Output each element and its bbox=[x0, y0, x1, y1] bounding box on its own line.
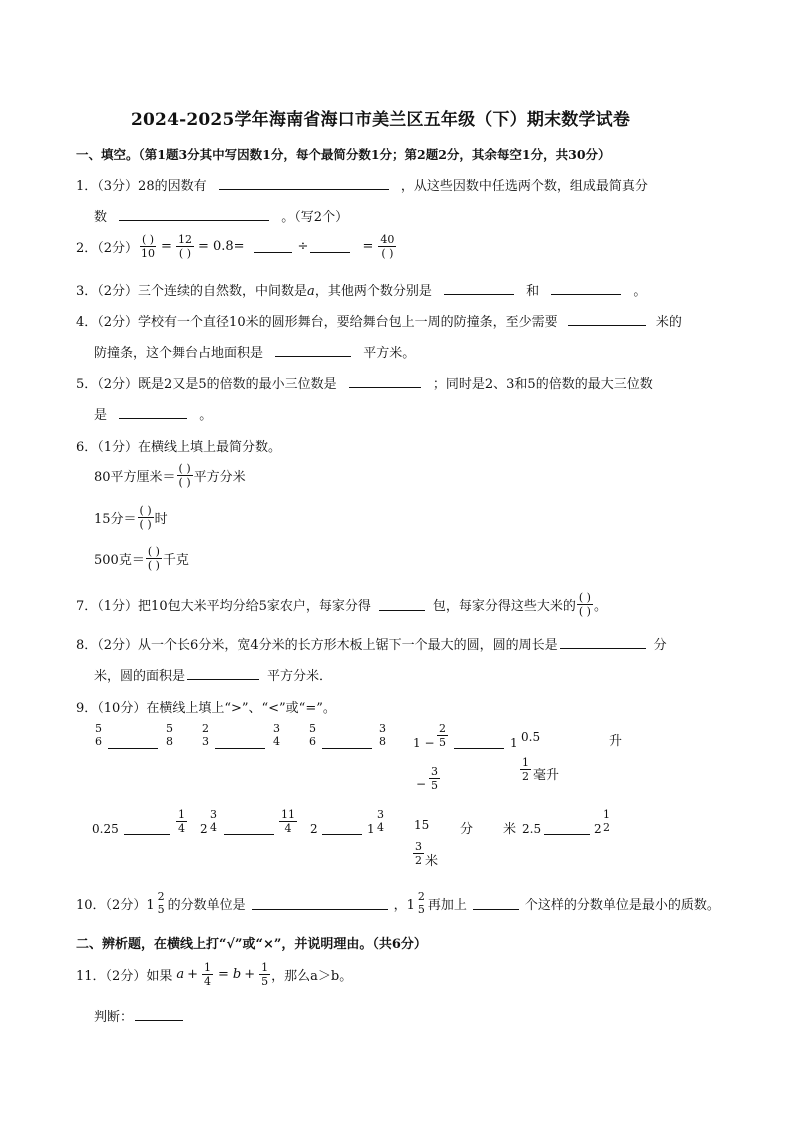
q6-l3a: 500克＝ bbox=[94, 553, 145, 568]
q9-r2-c1n: 3 bbox=[210, 808, 217, 821]
question-9: 9．（10分）在横线上填上“>”、“<”或“=”。 bbox=[76, 701, 336, 716]
q4-blank-1[interactable] bbox=[568, 313, 646, 326]
q9-r1-m5n: 3 bbox=[431, 765, 438, 778]
q11-judge-line bbox=[94, 1006, 183, 1025]
q2-fraction-2 bbox=[176, 233, 194, 260]
q2-eq3: = bbox=[362, 239, 374, 254]
q10-text-a: 10．（2分）1 bbox=[76, 897, 155, 913]
q7-f-den: ( ) bbox=[578, 605, 591, 618]
q9-row-2 bbox=[92, 808, 752, 878]
q6-l2a: 15分＝ bbox=[94, 512, 137, 527]
q9-r1-f6d: 8 bbox=[379, 735, 386, 748]
q9-r2-d1d: 4 bbox=[284, 822, 292, 835]
q11-eq: = bbox=[218, 967, 229, 982]
q2-fraction-1 bbox=[139, 233, 157, 260]
q11-n1: 1 bbox=[204, 961, 211, 974]
q2-div: ÷ bbox=[297, 239, 309, 254]
q4-text-b: 米的 bbox=[655, 315, 682, 330]
question-2 bbox=[76, 233, 397, 260]
q9-r1-m2n: 2 bbox=[439, 722, 446, 735]
q9-r2-d bbox=[279, 808, 297, 835]
q6-fraction-1[interactable] bbox=[177, 462, 193, 489]
q11-fraction-1 bbox=[202, 961, 213, 988]
q9-r1-f4d: 4 bbox=[273, 735, 280, 748]
q9-r2-c1 bbox=[208, 808, 219, 834]
q9-r1-m5 bbox=[429, 765, 440, 792]
q9-r2-h: 分 bbox=[460, 822, 474, 837]
question-5 bbox=[76, 373, 653, 392]
q9-row-1 bbox=[92, 722, 752, 802]
q6-f1-den: ( ) bbox=[178, 476, 191, 489]
q9-r1-f6n: 3 bbox=[379, 722, 386, 735]
q9-r2-l1n: 3 bbox=[415, 840, 422, 853]
q2-blank-2[interactable] bbox=[310, 240, 350, 253]
q4-text-a: 4．（2分）学校有一个直径10米的圆形舞台，要给舞台包上一周的防撞条，至少需要 bbox=[76, 315, 558, 330]
q9-r1-f1d: 6 bbox=[95, 735, 102, 748]
question-4-line2 bbox=[94, 342, 415, 361]
q2-den2: ( ) bbox=[178, 247, 191, 260]
question-8 bbox=[76, 634, 667, 653]
q2-den3: ( ) bbox=[381, 247, 394, 260]
q10-f1d: 5 bbox=[157, 903, 165, 916]
q9-r1-f5d: 6 bbox=[309, 735, 316, 748]
q1-blank-2[interactable] bbox=[119, 208, 269, 221]
q2-den1: 10 bbox=[141, 247, 156, 260]
q9-r1-m2d: 5 bbox=[439, 736, 446, 749]
q1-text-a: 1．（3分）28的因数有 bbox=[76, 179, 207, 194]
q2-num2: 12 bbox=[177, 233, 192, 246]
q10-blank-2[interactable] bbox=[473, 897, 519, 910]
q9-r2-b bbox=[176, 808, 187, 835]
question-6: 6．（1分）在横线上填上最简分数。 bbox=[76, 440, 282, 455]
q6-l2b: 时 bbox=[154, 512, 168, 527]
q11-text-b: ，那么 bbox=[271, 969, 311, 984]
q9-r1-f2d: 8 bbox=[166, 735, 173, 748]
q1-blank-1[interactable] bbox=[219, 177, 389, 190]
q9-r1-m5d: 5 bbox=[431, 779, 438, 792]
q5-text-a: 5．（2分）既是2又是5的倍数的最小三位数是 bbox=[76, 377, 337, 392]
question-7 bbox=[76, 591, 607, 618]
q5-text-d: 。 bbox=[199, 408, 213, 423]
section-heading-1: 一、填空。（第1题3分其中写因数1分，每个最简分数1分；第2题2分，其余每空1分，共30分） bbox=[76, 147, 611, 162]
q9-blank-5[interactable] bbox=[124, 824, 170, 835]
q5-text-b: ；同时是2、3和5的倍数的最大三位数 bbox=[432, 377, 653, 392]
q3-blank-2[interactable] bbox=[551, 282, 621, 295]
q9-r2-d1n: 11 bbox=[281, 808, 295, 821]
page-title: 2024-2025学年海南省海口市美兰区五年级（下）期末数学试卷 bbox=[131, 110, 631, 130]
section-heading-2: 二、辨析题，在横线上打“√”或“×”，并说明理由。（共6分） bbox=[76, 937, 427, 952]
q11-judge-blank[interactable] bbox=[135, 1008, 183, 1021]
q9-r1-f3 bbox=[200, 722, 211, 748]
q9-r1-f5n: 5 bbox=[309, 722, 316, 735]
q8-blank-2[interactable] bbox=[187, 667, 259, 680]
q9-blank-6[interactable] bbox=[224, 824, 274, 835]
q11-plus-1: + bbox=[187, 967, 198, 982]
q2-blank-1[interactable] bbox=[254, 240, 292, 253]
q10-text-d: 再加上 bbox=[427, 897, 467, 913]
q7-blank-1[interactable] bbox=[379, 598, 425, 611]
q10-blank-1[interactable] bbox=[252, 897, 388, 910]
q1-text-d: 。（写2个） bbox=[281, 210, 349, 225]
q9-blank-1[interactable] bbox=[108, 738, 158, 749]
q1-text-b: ，从这些因数中任选两个数，组成最简真分 bbox=[400, 179, 648, 194]
q9-r1-v2: 升 bbox=[609, 734, 623, 749]
q9-r2-e: 2 bbox=[310, 822, 318, 836]
q6-fraction-3[interactable] bbox=[146, 545, 162, 572]
q10-text-c: ，1 bbox=[393, 897, 415, 913]
q6-line-2 bbox=[94, 504, 168, 531]
q11-plus-2: + bbox=[244, 967, 256, 982]
q6-fraction-2[interactable] bbox=[138, 504, 154, 531]
q10-fraction-1 bbox=[156, 890, 167, 916]
q8-text-c: 米，圆的面积是 bbox=[94, 669, 186, 684]
q3-text-b: ，其他两个数分别是 bbox=[314, 284, 432, 299]
q9-r2-i: 米 bbox=[503, 822, 517, 837]
q2-eq2: = 0.8= bbox=[197, 239, 245, 254]
q9-blank-4[interactable] bbox=[454, 738, 504, 749]
q2-num3: 40 bbox=[380, 233, 395, 246]
q6-line-1 bbox=[94, 462, 246, 489]
q8-text-a: 8．（2分）从一个长6分米，宽4分米的长方形木板上锯下一个最大的圆，圆的周长是 bbox=[76, 638, 558, 653]
q3-var: a bbox=[307, 284, 315, 299]
q5-text-c: 是 bbox=[94, 408, 108, 423]
q11-judge-label: 判断： bbox=[94, 1010, 134, 1025]
q7-text-a: 7．（1分）把10包大米平均分给5家农户，每家分得 bbox=[76, 599, 371, 614]
q5-blank-2[interactable] bbox=[119, 406, 187, 419]
question-3 bbox=[76, 280, 646, 299]
q9-r2-j: 2.5 bbox=[522, 822, 542, 836]
q9-r2-l2: 米 bbox=[425, 854, 439, 869]
q6-f2-den: ( ) bbox=[139, 518, 152, 531]
q10-text-b: 的分数单位是 bbox=[167, 897, 246, 913]
q11-d2: 5 bbox=[261, 975, 269, 988]
q9-r2-k1d: 2 bbox=[603, 821, 610, 834]
q6-f1-num: ( ) bbox=[178, 462, 191, 475]
q9-blank-7[interactable] bbox=[322, 824, 362, 835]
q10-f2d: 5 bbox=[417, 903, 425, 916]
question-10 bbox=[76, 890, 720, 916]
q9-r2-k1n: 1 bbox=[603, 808, 610, 821]
q9-r1-f6 bbox=[377, 722, 388, 748]
q6-l1a: 80平方厘米＝ bbox=[94, 470, 176, 485]
q11-n2: 1 bbox=[261, 961, 269, 974]
q11-var-b: b bbox=[232, 967, 242, 982]
q7-text-b: 包，每家分得这些大米的 bbox=[432, 599, 576, 614]
q2-eq1: = bbox=[161, 239, 172, 254]
q9-r2-l1 bbox=[413, 840, 424, 867]
q11-var-a: a bbox=[176, 967, 185, 982]
q9-r2-f1n: 3 bbox=[377, 808, 384, 821]
question-5-line2 bbox=[94, 404, 212, 423]
q8-blank-1[interactable] bbox=[560, 636, 646, 649]
q9-r2-f: 1 bbox=[367, 822, 375, 836]
q9-r2-k: 2 bbox=[594, 822, 602, 836]
q11-compare: a＞b。 bbox=[310, 969, 353, 984]
q9-r1-m4: − bbox=[416, 777, 427, 791]
q9-r2-f1d: 4 bbox=[377, 821, 384, 834]
q4-text-c: 防撞条，这个舞台占地面积是 bbox=[94, 346, 264, 361]
q9-r1-v3d: 2 bbox=[522, 770, 529, 783]
q9-r1-m2 bbox=[437, 722, 448, 749]
question-1-line2 bbox=[94, 206, 348, 225]
q5-blank-1[interactable] bbox=[349, 375, 421, 388]
q7-end: 。 bbox=[593, 599, 607, 614]
q9-blank-3[interactable] bbox=[322, 738, 372, 749]
q9-r1-m3: 1 bbox=[510, 736, 518, 750]
q9-r1-v3n: 1 bbox=[522, 756, 529, 769]
q9-r2-a: 0.25 bbox=[92, 822, 119, 836]
q9-r2-k1 bbox=[601, 808, 612, 834]
q6-f3-num: ( ) bbox=[147, 545, 160, 558]
q9-r1-f3d: 3 bbox=[202, 735, 209, 748]
q9-r1-f4 bbox=[271, 722, 282, 748]
q2-text: 2．（2分） bbox=[76, 241, 139, 256]
q3-blank-1[interactable] bbox=[444, 282, 514, 295]
q11-d1: 4 bbox=[204, 975, 211, 988]
q3-and: 和 bbox=[526, 284, 540, 299]
q9-r2-l1d: 2 bbox=[415, 854, 422, 867]
q6-f2-num: ( ) bbox=[139, 504, 152, 517]
q3-text-a: 3．（2分）三个连续的自然数，中间数是 bbox=[76, 284, 308, 299]
q9-r1-f5 bbox=[307, 722, 318, 748]
q9-r2-b1n: 1 bbox=[178, 808, 185, 821]
q9-r2-b1d: 4 bbox=[178, 822, 185, 835]
q9-r2-c1d: 4 bbox=[210, 821, 217, 834]
q9-r1-m1: 1 − bbox=[413, 736, 435, 750]
q10-fraction-2 bbox=[416, 890, 427, 916]
q9-r1-f3n: 2 bbox=[202, 722, 209, 735]
q10-f2n: 2 bbox=[417, 890, 425, 903]
q9-blank-8[interactable] bbox=[544, 824, 590, 835]
q6-f3-den: ( ) bbox=[147, 559, 160, 572]
q9-r1-v1: 0.5 bbox=[521, 730, 541, 744]
q11-text-a: 11．（2分）如果 bbox=[76, 969, 173, 984]
question-8-line2 bbox=[94, 665, 332, 684]
q9-r1-f1 bbox=[93, 722, 104, 748]
q6-l1b: 平方分米 bbox=[193, 470, 246, 485]
q2-fraction-3 bbox=[378, 233, 396, 260]
q6-l3b: 千克 bbox=[162, 553, 189, 568]
question-4 bbox=[76, 311, 682, 330]
q1-text-c: 数 bbox=[94, 210, 108, 225]
q8-text-d: 平方分米． bbox=[267, 669, 333, 684]
q9-r2-c: 2 bbox=[200, 822, 208, 836]
q11-fraction-2 bbox=[259, 961, 270, 988]
q6-line-3 bbox=[94, 545, 189, 572]
q8-text-b: 分 bbox=[653, 638, 667, 653]
q9-r2-f1 bbox=[375, 808, 386, 834]
q10-text-e: 个这样的分数单位是最小的质数。 bbox=[524, 897, 720, 913]
question-11 bbox=[76, 961, 352, 988]
q9-r1-v4: 毫升 bbox=[533, 768, 560, 783]
q2-num1: ( ) bbox=[142, 233, 155, 246]
q9-r1-f4n: 3 bbox=[273, 722, 280, 735]
q9-r1-f1n: 5 bbox=[95, 722, 102, 735]
q9-blank-2[interactable] bbox=[215, 738, 265, 749]
q3-end: 。 bbox=[633, 284, 647, 299]
q9-r1-f2n: 5 bbox=[166, 722, 173, 735]
q4-blank-2[interactable] bbox=[275, 344, 351, 357]
q10-f1n: 2 bbox=[157, 890, 165, 903]
question-1 bbox=[76, 175, 648, 194]
q9-r2-g: 15 bbox=[414, 818, 430, 832]
q4-text-d: 平方米。 bbox=[363, 346, 416, 361]
q7-f-num: ( ) bbox=[578, 591, 591, 604]
q7-fraction[interactable] bbox=[577, 591, 593, 618]
q9-r1-f2 bbox=[164, 722, 175, 748]
q9-r1-v3 bbox=[520, 756, 531, 783]
